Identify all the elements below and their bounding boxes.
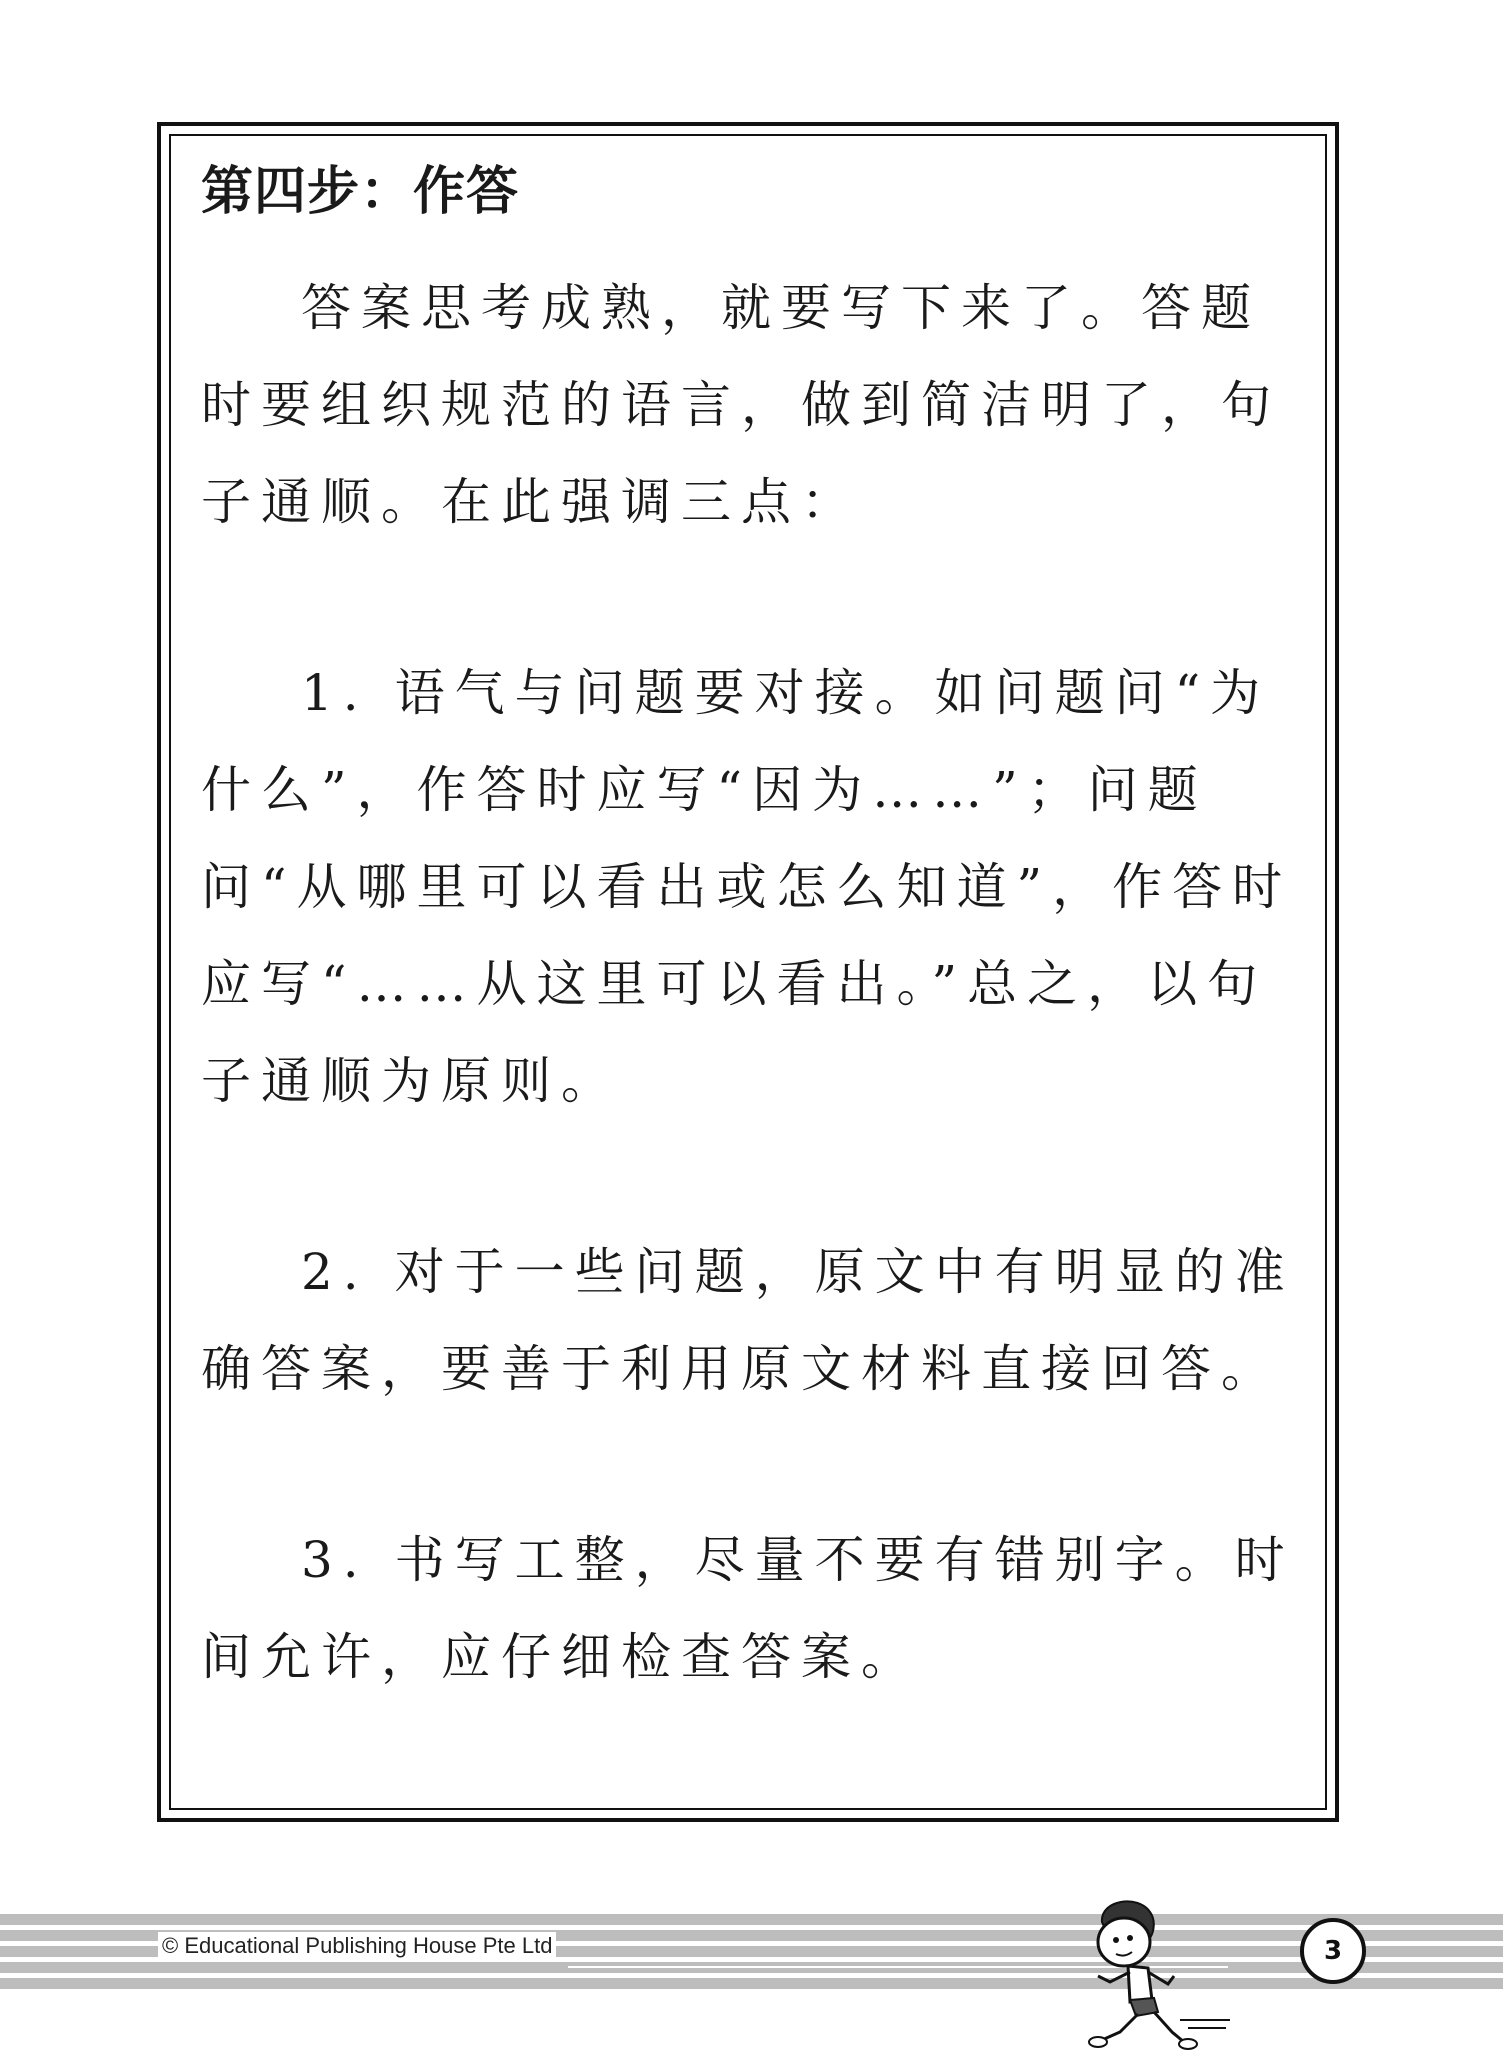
point-1-paragraph: 1. 语气与问题要对接。如问题问“为什么”，作答时应写“因为……”；问题问“从哪里可以看出或怎么知道”，作答时应写“……从这里可以看出。”总之，以句子通顺为原则。 — [201, 664, 1293, 1110]
running-boy-icon — [1080, 1892, 1230, 2054]
copyright-text: © Educational Publishing House Pte Ltd — [158, 1932, 556, 1960]
intro-paragraph: 答案思考成熟，就要写下来了。答题时要组织规范的语言，做到简洁明了，句子通顺。在此强调三点： — [201, 279, 1281, 531]
content-frame — [157, 122, 1339, 1822]
page-number-badge — [1300, 1918, 1366, 1984]
point-3-paragraph: 3. 书写工整，尽量不要有错别字。时间允许，应仔细检查答案。 — [201, 1531, 1295, 1686]
content-area — [201, 162, 1297, 1706]
section-heading: 第四步：作答 — [201, 162, 520, 222]
point-2-paragraph: 2. 对于一些问题，原文中有明显的准确答案，要善于利用原文材料直接回答。 — [201, 1243, 1295, 1398]
page-number: 3 — [1323, 1936, 1343, 1966]
